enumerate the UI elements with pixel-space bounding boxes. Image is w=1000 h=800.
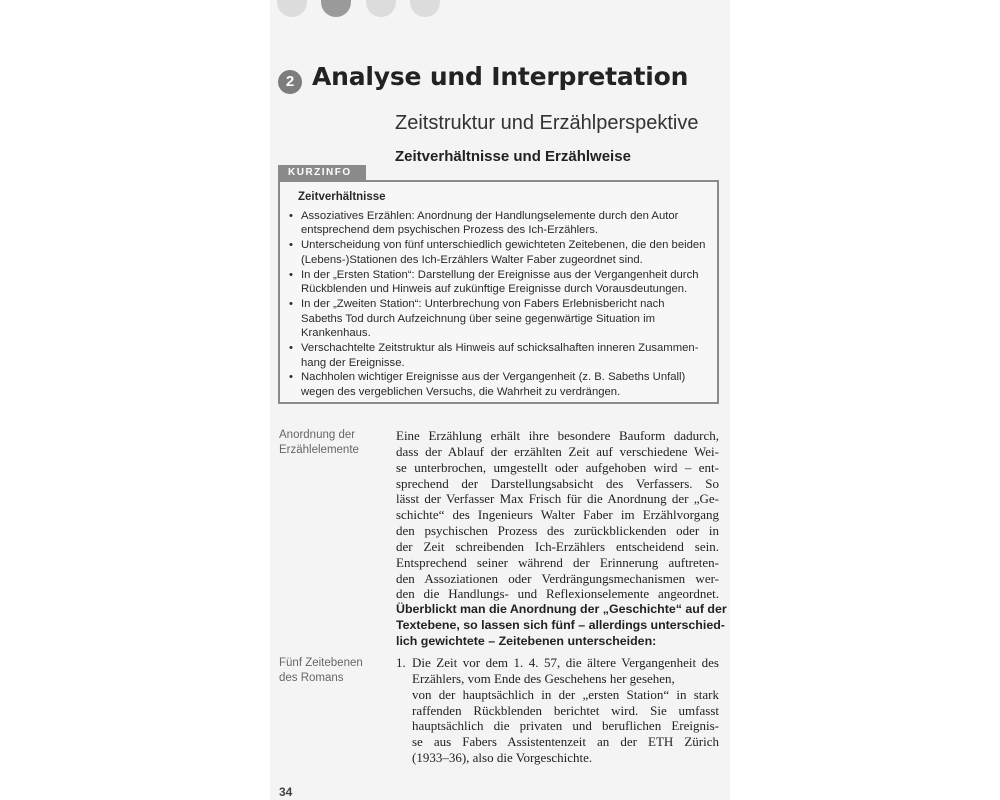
kurzinfo-item: • In der „Ersten Station“: Darstellung der Ereignisse aus der Vergangenheit durch Rückblenden und Hinweis auf zukünftige Ereignisse durch Vorausdeutungen. — [288, 268, 709, 297]
page-number: 34 — [279, 785, 293, 799]
kurzinfo-item: • Assoziatives Erzählen: Anordnung der Handlungselemente durch den Autor entsprechend dem psychischen Prozess des Ich-Erzählers. — [288, 209, 709, 238]
kurzinfo-box — [278, 180, 719, 404]
list-text — [412, 655, 719, 766]
chapter-number-badge: 2 — [278, 70, 302, 94]
list-line: von der hauptsächlich in der „ersten Station“ in stark — [412, 686, 719, 702]
kurzinfo-item: • Verschachtelte Zeitstruktur als Hinweis auf schicksalhaften inneren Zusammenhang der Ereignisse. — [288, 341, 709, 370]
kurzinfo-heading: Zeitverhältnisse — [298, 191, 386, 203]
body-line: Eine Erzählung erhält ihre besondere Bauform dadurch, — [396, 428, 719, 443]
body-line: dass der Ablauf der erzählten Zeit auf verschiedene Wei- — [396, 443, 719, 459]
body-line: Entsprechend seiner während der Erinnerung auftreten- — [396, 554, 719, 570]
body-line: se unterbrochen, umgestellt oder aufgehoben wird – ent- — [396, 459, 719, 475]
body-line-bold: Textebene, so lassen sich fünf – allerdings unterschied- — [396, 618, 725, 633]
margin-note-anordnung: Anordnung der Erzählelemente — [279, 429, 359, 456]
body-line: den die Handlungs- und Reflexionselemente angeordnet. — [396, 586, 719, 602]
body-line-bold: lich gewichtete – Zeitebenen unterscheiden: — [396, 633, 657, 648]
kurzinfo-item: • Nachholen wichtiger Ereignisse aus der Vergangenheit (z. B. Sabeths Unfall) wegen des vergeblichen Versuchs, die Wahrheit zu verdrängen. — [288, 370, 709, 399]
chapter-title: Analyse und Interpretation — [312, 62, 689, 91]
kurzinfo-list — [288, 209, 709, 400]
body-line: den Assoziationen oder Verdrängungsmechanismen wer- — [396, 570, 719, 586]
list-line: Erzählers, vom Ende des Geschehens her gesehen, — [412, 670, 675, 686]
list-line: raffenden Rückblenden berichtet wird. Sie umfasst — [412, 702, 719, 718]
list-number: 1. — [396, 655, 406, 670]
margin-note-zeitebenen: Fünf Zeitebenen des Romans — [279, 657, 363, 684]
body-line: der Zeit schreibenden Ich-Erzählers entscheidend sein. — [396, 538, 719, 554]
subsection-title: Zeitverhältnisse und Erzählweise — [395, 148, 631, 165]
body-line: sprechend der Darstellungsabsicht des Verfassers. So — [396, 475, 719, 491]
body-line: schichte“ des Ingenieurs Walter Faber im Erzählvorgang — [396, 507, 719, 523]
list-line: se aus Fabers Assistentenzeit an der ETH Zürich — [412, 734, 719, 750]
kurzinfo-label: KURZINFO — [278, 165, 366, 180]
section-title: Zeitstruktur und Erzählperspektive — [395, 112, 699, 134]
body-line: lässt der Verfasser Max Frisch für die Anordnung der „Ge- — [396, 491, 719, 507]
kurzinfo-item: • Unterscheidung von fünf unterschiedlich gewichteten Zeitebenen, die den beiden (Lebens-)Stationen des Ich-Erzählers Walter Faber zugeordnet sind. — [288, 238, 709, 267]
list-line: Die Zeit vor dem 1. 4. 57, die ältere Vergangenheit des — [412, 655, 719, 670]
body-line: den psychischen Prozess des zurückblickenden oder in — [396, 523, 719, 539]
body-paragraph — [396, 428, 727, 650]
list-line: hauptsächlich die privaten und beruflichen Ereignis- — [412, 718, 719, 734]
list-item-1 — [396, 655, 719, 766]
list-line: (1933–36), also die Vorgeschichte. — [412, 750, 593, 766]
kurzinfo-item: • In der „Zweiten Station“: Unterbrechung von Fabers Erlebnisbericht nach Sabeths Tod durch Aufzeichnung über seine gegenwärtige Situation im Krankenhaus. — [288, 297, 709, 341]
body-line-bold: Überblickt man die Anordnung der „Geschichte“ auf der — [396, 602, 727, 617]
